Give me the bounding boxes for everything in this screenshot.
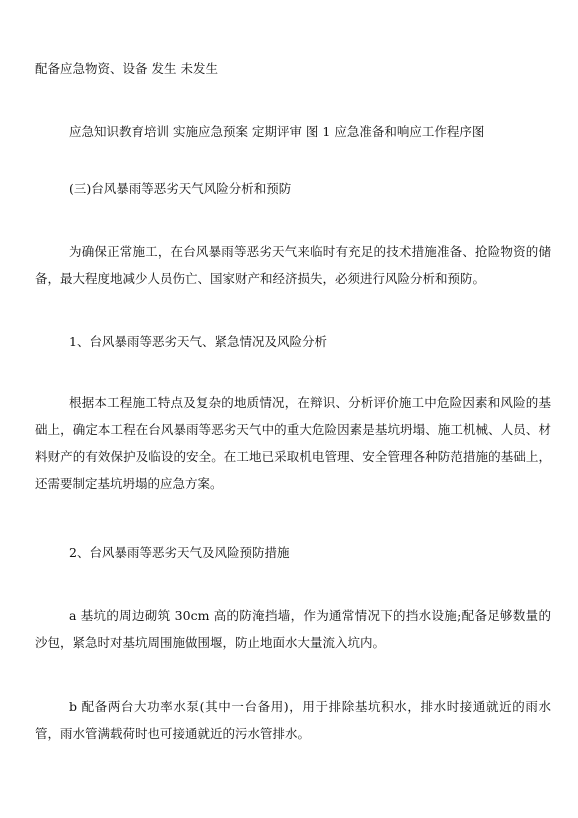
measure-a-paragraph: a 基坑的周边砌筑 30cm 高的防淹挡墙，作为通常情况下的挡水设施;配备足够数量的沙包，紧急时对基坑周围施做围堰，防止地面水大量流入坑内。 [35, 608, 551, 650]
subheading-prevention-measures: 2、台风暴雨等恶劣天气及风险预防措施 [69, 545, 290, 560]
section-heading-typhoon: (三)台风暴雨等恶劣天气风险分析和预防 [69, 181, 292, 196]
intro-paragraph: 为确保正常施工，在台风暴雨等恶劣天气来临时有充足的技术措施准备、抢险物资的储备，最大程度地减少人员伤亡、国家财产和经济损失，必须进行风险分析和预防。 [35, 244, 551, 286]
figure-caption-line: 应急知识教育培训 实施应急预案 定期评审 图 1 应急准备和响应工作程序图 [69, 124, 485, 139]
resource-preparation-line: 配备应急物资、设备 发生 未发生 [35, 61, 218, 76]
subheading-risk-analysis: 1、台风暴雨等恶劣天气、紧急情况及风险分析 [69, 334, 327, 349]
measure-b-paragraph: b 配备两台大功率水泵(其中一台备用)，用于排除基坑积水，排水时接通就近的雨水管，雨水管满载荷时也可接通就近的污水管排水。 [35, 699, 551, 741]
risk-analysis-paragraph: 根据本工程施工特点及复杂的地质情况，在辩识、分析评价施工中危险因素和风险的基础上，确定本工程在台风暴雨等恶劣天气中的重大危险因素是基坑坍塌、施工机械、人员、材料财产的有效保护及临设的安全。在工地已采取机电管理、安全管理各种防范措施的基础上，还需要制定基坑坍塌的应急方案。 [35, 395, 551, 491]
